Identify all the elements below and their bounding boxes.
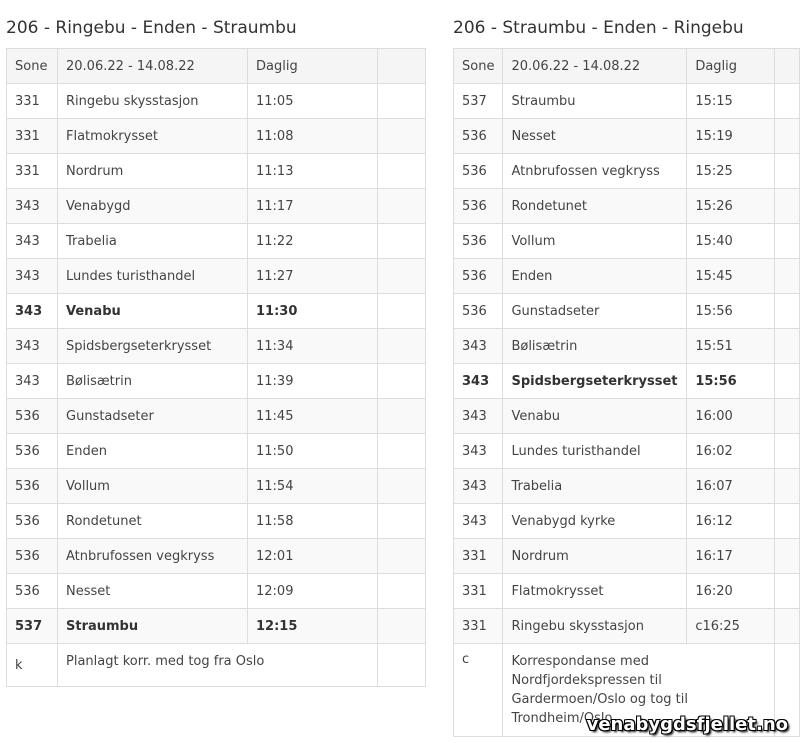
site-watermark: venabygdsfjellet.no [586,714,788,735]
table-row [454,434,800,469]
stop-cell: Nordrum [503,539,687,574]
zone-cell: 343 [454,329,503,364]
time-cell: 16:02 [687,434,775,469]
route-title: 206 - Straumbu - Enden - Ringebu [453,18,744,38]
stop-cell: Gunstadseter [58,399,248,434]
stop-cell: Vollum [503,224,687,259]
footnote-row [7,644,426,687]
stop-cell: Bølisætrin [58,364,248,399]
table-row [7,84,426,119]
zone-cell: 343 [7,294,58,329]
stop-cell: Rondetunet [58,504,248,539]
table-row [7,329,426,364]
time-cell: 11:22 [248,224,378,259]
header-day: Daglig [248,49,378,84]
table-row [7,609,426,644]
time-cell: 12:01 [248,539,378,574]
zone-cell: 536 [454,154,503,189]
time-cell: 11:58 [248,504,378,539]
stop-cell: Flatmokrysset [503,574,687,609]
zone-cell: 331 [7,119,58,154]
table-row [7,224,426,259]
zone-cell: 537 [7,609,58,644]
table-row [7,399,426,434]
footnote-text: Planlagt korr. med tog fra Oslo [58,644,378,687]
stop-cell: Ringebu skysstasjon [58,84,248,119]
time-cell: 16:00 [687,399,775,434]
zone-cell: 331 [7,84,58,119]
time-cell: 11:45 [248,399,378,434]
stop-cell: Nesset [503,119,687,154]
time-cell: 15:15 [687,84,775,119]
zone-cell: 536 [7,539,58,574]
stop-cell: Atnbrufossen vegkryss [58,539,248,574]
table-row [454,469,800,504]
zone-cell: 343 [454,469,503,504]
zone-cell: 536 [454,119,503,154]
stop-cell: Vollum [58,469,248,504]
stop-cell: Venabygd [58,189,248,224]
time-cell: 15:56 [687,364,775,399]
stop-cell: Flatmokrysset [58,119,248,154]
header-zone: Sone [7,49,58,84]
stop-cell: Lundes turisthandel [58,259,248,294]
zone-cell: 536 [454,189,503,224]
time-cell: 16:12 [687,504,775,539]
stop-cell: Spidsbergseterkrysset [503,364,687,399]
timetable-outbound [6,0,426,687]
table-row [454,189,800,224]
time-cell: 15:40 [687,224,775,259]
time-cell: 15:56 [687,294,775,329]
stop-cell: Enden [58,434,248,469]
zone-cell: 537 [454,84,503,119]
footnote-key: c [454,644,503,737]
table-row [7,364,426,399]
table-row [7,259,426,294]
stop-cell: Atnbrufossen vegkryss [503,154,687,189]
stop-cell: Lundes turisthandel [503,434,687,469]
footnote-text: Korrespondanse med Nordfjordekspressen til Gardermoen/Oslo og tog til Trondheim/Oslo [503,644,775,737]
zone-cell: 331 [454,539,503,574]
table-row [454,84,800,119]
stop-cell: Bølisætrin [503,329,687,364]
stop-cell: Venabu [503,399,687,434]
stop-cell: Venabu [58,294,248,329]
table-row [7,154,426,189]
footnote-key: k [7,644,58,687]
zone-cell: 343 [454,364,503,399]
stop-cell: Enden [503,259,687,294]
time-cell: 16:17 [687,539,775,574]
time-cell: 15:25 [687,154,775,189]
timetable-table [453,48,800,737]
header-period: 20.06.22 - 14.08.22 [58,49,248,84]
table-row [454,399,800,434]
stop-cell: Venabygd kyrke [503,504,687,539]
time-cell: c16:25 [687,609,775,644]
zone-cell: 536 [7,434,58,469]
time-cell: 15:51 [687,329,775,364]
stop-cell: Straumbu [503,84,687,119]
zone-cell: 536 [454,259,503,294]
table-row [454,119,800,154]
table-row [454,329,800,364]
table-row [454,224,800,259]
zone-cell: 343 [7,189,58,224]
time-cell: 11:39 [248,364,378,399]
zone-cell: 536 [7,504,58,539]
header-day: Daglig [687,49,775,84]
zone-cell: 343 [454,434,503,469]
table-row [7,504,426,539]
zone-cell: 536 [454,224,503,259]
table-row [454,154,800,189]
time-cell: 12:09 [248,574,378,609]
header-empty [378,49,426,84]
stop-cell: Rondetunet [503,189,687,224]
table-row [7,189,426,224]
time-cell: 11:27 [248,259,378,294]
route-title: 206 - Ringebu - Enden - Straumbu [6,18,297,38]
time-cell: 11:30 [248,294,378,329]
table-row [454,609,800,644]
time-cell: 11:05 [248,84,378,119]
time-cell: 12:15 [248,609,378,644]
zone-cell: 343 [454,399,503,434]
stop-cell: Ringebu skysstasjon [503,609,687,644]
table-row [7,119,426,154]
time-cell: 11:54 [248,469,378,504]
table-row [454,364,800,399]
zone-cell: 331 [7,154,58,189]
table-header-row [7,49,426,84]
zone-cell: 536 [454,294,503,329]
table-row [7,574,426,609]
zone-cell: 343 [7,329,58,364]
zone-cell: 343 [7,224,58,259]
time-cell: 15:19 [687,119,775,154]
header-period: 20.06.22 - 14.08.22 [503,49,687,84]
stop-cell: Spidsbergseterkrysset [58,329,248,364]
time-cell: 11:50 [248,434,378,469]
stop-cell: Trabelia [503,469,687,504]
table-row [7,469,426,504]
table-row [454,574,800,609]
table-row [454,539,800,574]
header-empty [775,49,800,84]
timetable-return [453,0,800,737]
time-cell: 11:17 [248,189,378,224]
stop-cell: Straumbu [58,609,248,644]
table-row [454,294,800,329]
time-cell: 11:08 [248,119,378,154]
table-row [7,539,426,574]
stop-cell: Nesset [58,574,248,609]
header-zone: Sone [454,49,503,84]
zone-cell: 331 [454,574,503,609]
time-cell: 15:45 [687,259,775,294]
stop-cell: Nordrum [58,154,248,189]
timetable-table [6,48,426,687]
zone-cell: 343 [7,364,58,399]
table-header-row [454,49,800,84]
zone-cell: 536 [7,574,58,609]
zone-cell: 536 [7,399,58,434]
zone-cell: 343 [454,504,503,539]
stop-cell: Trabelia [58,224,248,259]
table-row [7,294,426,329]
time-cell: 11:34 [248,329,378,364]
table-row [7,434,426,469]
zone-cell: 343 [7,259,58,294]
table-row [454,259,800,294]
time-cell: 16:07 [687,469,775,504]
zone-cell: 536 [7,469,58,504]
time-cell: 11:13 [248,154,378,189]
time-cell: 15:26 [687,189,775,224]
stop-cell: Gunstadseter [503,294,687,329]
table-row [454,504,800,539]
zone-cell: 331 [454,609,503,644]
time-cell: 16:20 [687,574,775,609]
